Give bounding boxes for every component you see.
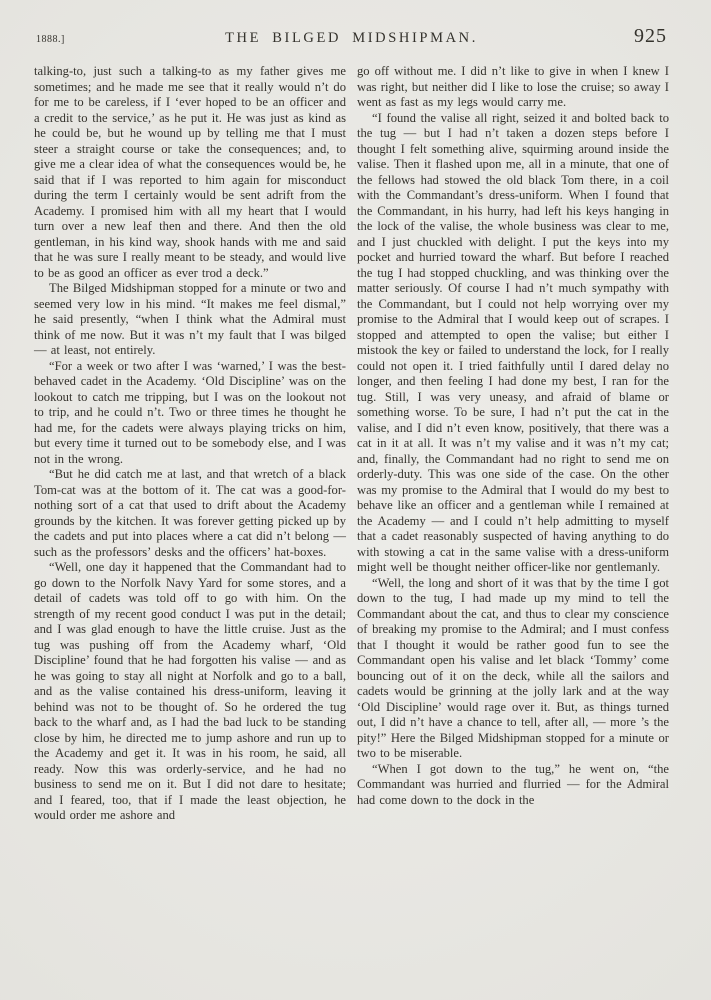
paragraph: “I found the valise all right, seized it and bolted back to the tug — but I had n’t taken a dozen steps before I thought I felt something alive, squirming around inside the valise. Then it flashed upon me, all in a minute, that one of the fellows had stowed the old black Tom there, in a coil with the Commandant’s dress-uniform. When I found that the Commandant, in his hurry, had left his keys hanging in the lock of the valise, the whole business was clear to me, and I just chuckled with delight. I put the keys into my pocket and hurried toward the wharf. But before I reached the tug I had stopped chuckling, and was thinking over the matter seriously. Of course I had n’t much sympathy with the Commandant, but I could not help worrying over my promise to the Admiral that I would keep out of scrapes. I stopped and attempted to open the valise; but either I mistook the key or failed to understand the lock, for I really could not open it. I tried faithfully until I dared delay no longer, and then feeling I had done my best, I ran for the tug. Still, I was very uneasy, and afraid of blame or something worse. To be sure, I had n’t put the cat in the valise, and I did n’t even know, positively, that there was a cat in it at all. It was n’t my valise and it was n’t my cat; and, finally, the Commandant had no right to send me on orderly-duty. This was one side of the case. On the other was my promise to the Admiral that I would do my best to behave like an officer and a gentleman while I remained at the Academy — and I could n’t help admitting to myself that a cadet reasonably suspected of having anything to do with stowing a cat in the same valise with a dress-uniform might well be thought neither officer-like nor gentlemanly. (357, 110, 669, 574)
paragraph: “When I got down to the tug,” he went on, “the Commandant was hurried and flurried — for the Admiral had come down to the dock in the (357, 761, 669, 807)
paragraph: “For a week or two after I was ‘warned,’ I was the best-behaved cadet in the Academy. ‘Old Discipline’ was on the lookout to catch me tripping, but I was on the lookout not to trip, and he could n’t. Two or three times he thought he had me, for the cadets were always playing tricks on him, but every time it turned out to be somebody else, and I was not in the wrong. (34, 358, 346, 466)
paragraph: “Well, the long and short of it was that by the time I got down to the tug, I had made up my mind to tell the Commandant about the cat, and thus to clear my conscience of breaking my promise to the Admiral; and I must confess that I thought it would be rather good fun to see the Commandant open his valise and let black ‘Tommy’ come bouncing out of it on the deck, while all the sailors and cadets would be grinning at the jolly lark and at the way ‘Old Discipline’ would rage over it. But, as things turned out, I did n’t have a chance to tell, after all, — more ’s the pity!” Here the Bilged Midshipman stopped for a minute or two to be miserable. (357, 575, 669, 760)
paragraph: go off without me. I did n’t like to give in when I knew I was right, but neither did I like to lose the cruise; so away I went as fast as my legs would carry me. (357, 64, 669, 109)
paragraph: The Bilged Midshipman stopped for a minute or two and seemed very low in his mind. “It makes me feel dismal,” he said presently, “when I think what the Admiral must think of me now. But it was n’t my fault that I was bilged — at least, not entirely. (34, 281, 346, 357)
paragraph: talking-to, just such a talking-to as my father gives me sometimes; and he made me see that it really would n’t do for me to be careless, if I ‘ever hoped to be an officer and a credit to the service,’ as he put it. He was just as kind as he could be, but he wound up by telling me that I must steer a straight course or take the consequences; and, to give me a clear idea of what the consequences would be, he said that if I was reported to him again for misconduct during the term I certainly would be sent adrift from the Academy. I promised him with all my heart that I would turn over a new leaf then and there. And then the old gentleman, in his kind way, shook hands with me and said that he was sure I really meant to be steady, and would live to be as good an officer as ever trod a deck.” (34, 64, 346, 280)
paragraph: “But he did catch me at last, and that wretch of a black Tom-cat was at the bottom of it. The cat was a good-for-nothing sort of a cat that used to drift about the Academy grounds by the kitchen. It was forever getting picked up by the cadets and put into places where a cat did n’t belong — such as the professors’ desks and the officers’ hat-boxes. (34, 467, 346, 559)
page-number: 925 (634, 25, 667, 47)
page-header (34, 25, 669, 48)
text-columns (34, 64, 669, 824)
right-column (357, 64, 669, 824)
date-label: 1888.] (36, 34, 65, 45)
page-title: THE BILGED MIDSHIPMAN. (225, 30, 478, 46)
paragraph: “Well, one day it happened that the Commandant had to go down to the Norfolk Navy Yard for some stores, and a detail of cadets was told off to go with him. On the strength of my recent good conduct I was put in the detail; and I was glad enough to have the little cruise. Just as the tug was pushing off from the Academy wharf, ‘Old Discipline’ found that he had forgotten his valise — and as he was going to stay all night at Norfolk and go to a ball, and as the valise contained his dress-uniform, leaving it behind was not to be thought of. So he ordered the tug back to the wharf and, as I had the bad luck to be standing close by him, he directed me to jump ashore and run up to the Academy and get it. It was in his room, he said, all ready. Now this was orderly-service, and he had no business to send me on it. But I did not dare to hesitate; and I feared, too, that if I made the least objection, he would order me ashore and (34, 560, 346, 822)
left-column (34, 64, 346, 824)
